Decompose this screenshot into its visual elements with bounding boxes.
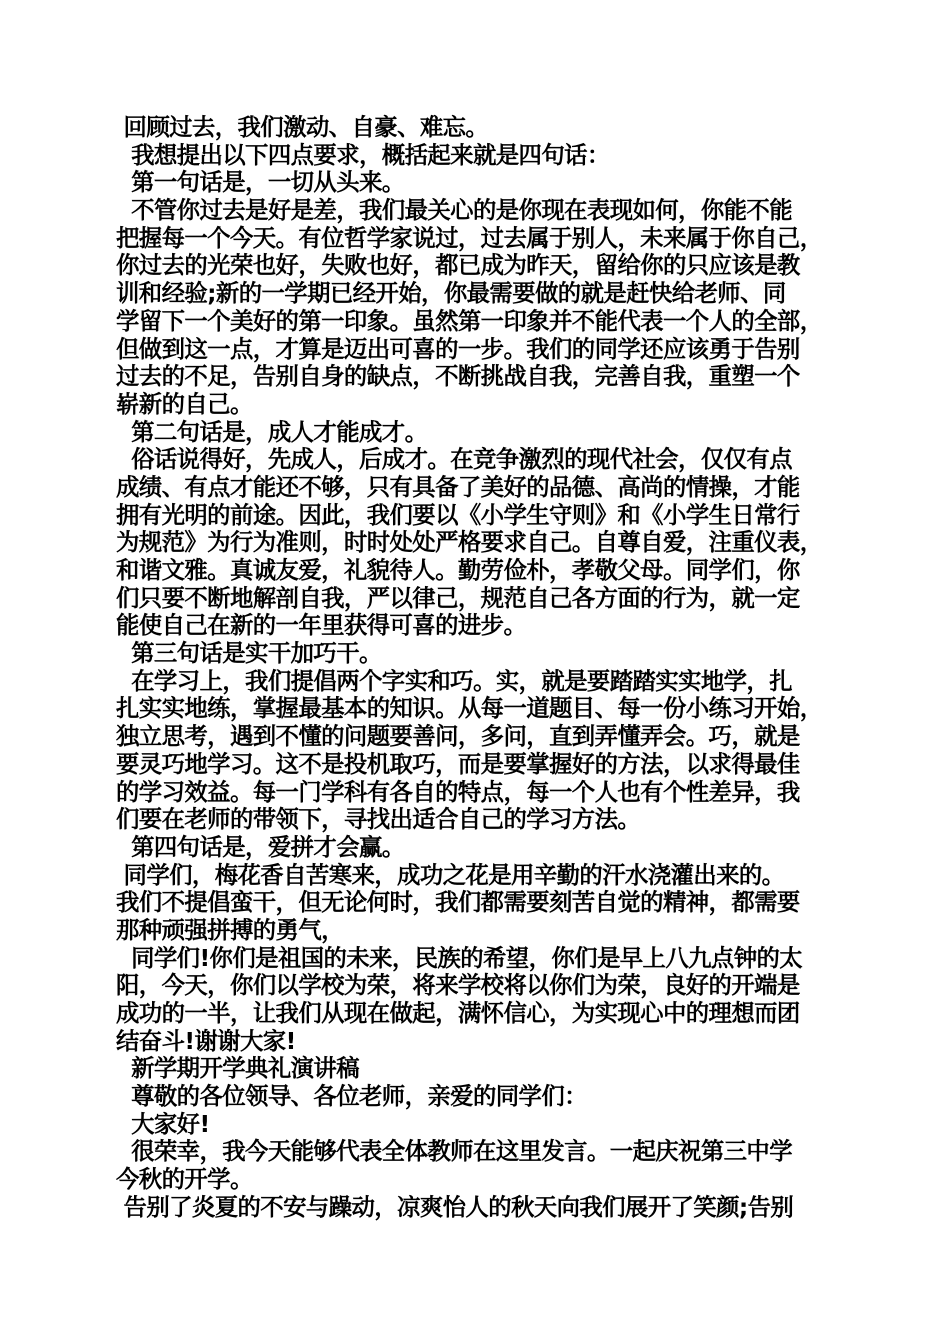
text-line: 扎实实地练，掌握最基本的知识。从每一道题目、每一份小练习开始，: [116, 694, 823, 723]
text-line: 那种顽强拼搏的勇气，: [116, 915, 344, 944]
text-line: 第一句话是，一切从头来。: [116, 168, 405, 197]
text-line: 能使自己在新的一年里获得可喜的进步。: [116, 611, 527, 640]
text-line: 你过去的光荣也好，失败也好，都已成为昨天，留给你的只应该是教: [116, 251, 800, 280]
text-line: 大家好!: [116, 1109, 210, 1138]
text-line: 第四句话是，爱拼才会赢。: [116, 832, 405, 861]
text-line: 成绩、有点才能还不够，只有具备了美好的品德、高尚的情操，才能: [116, 472, 800, 501]
text-line: 崭新的自己。: [116, 389, 253, 418]
text-line: 拥有光明的前途。因此，我们要以《小学生守则》和《小学生日常行: [116, 500, 800, 529]
text-line: 阳，今天，你们以学校为荣，将来学校将以你们为荣，良好的开端是: [116, 971, 800, 1000]
text-line: 新学期开学典礼演讲稿: [116, 1054, 359, 1083]
text-line: 学留下一个美好的第一印象。虽然第一印象并不能代表一个人的全部，: [116, 306, 823, 335]
text-line: 告别了炎夏的不安与躁动，凉爽怡人的秋天向我们展开了笑颜;告别: [116, 1192, 794, 1221]
text-line: 结奋斗!谢谢大家!: [116, 1026, 296, 1055]
text-line: 为规范》为行为准则，时时处处严格要求自己。自尊自爱，注重仪表，: [116, 528, 823, 557]
text-line: 同学们!你们是祖国的未来，民族的希望，你们是早上八九点钟的太: [116, 943, 803, 972]
text-line: 不管你过去是好是差，我们最关心的是你现在表现如何，你能不能: [116, 196, 793, 225]
text-line: 回顾过去，我们激动、自豪、难忘。: [116, 113, 489, 141]
text-line: 很荣幸，我今天能够代表全体教师在这里发言。一起庆祝第三中学: [116, 1137, 793, 1166]
text-line: 独立思考，遇到不懂的问题要善问，多问，直到弄懂弄会。巧，就是: [116, 722, 800, 751]
text-line: 把握每一个今天。有位哲学家说过，过去属于别人，未来属于你自己，: [116, 223, 823, 252]
text-line: 过去的不足，告别自身的缺点，不断挑战自我，完善自我，重塑一个: [116, 362, 800, 391]
text-line: 我想提出以下四点要求，概括起来就是四句话：: [116, 140, 610, 169]
text-line: 俗话说得好，先成人，后成才。在竞争激烈的现代社会，仅仅有点: [116, 445, 793, 474]
text-line: 的学习效益。每一门学科有各自的特点，每一个人也有个性差异，我: [116, 777, 800, 806]
text-line: 要灵巧地学习。这不是投机取巧，而是要掌握好的方法，以求得最佳: [116, 749, 800, 778]
text-line: 第三句话是实干加巧干。: [116, 639, 382, 668]
text-line: 在学习上，我们提倡两个字实和巧。实，就是要踏踏实实地学，扎: [116, 666, 793, 695]
document-body: [116, 114, 846, 1222]
text-line: 训和经验;新的一学期已经开始，你最需要做的就是赶快给老师、同: [116, 279, 786, 308]
text-line: 我们不提倡蛮干，但无论何时，我们都需要刻苦自觉的精神，都需要: [116, 888, 800, 917]
text-line: 成功的一半，让我们从现在做起，满怀信心，为实现心中的理想而团: [116, 999, 800, 1027]
text-line: 和谐文雅。真诚友爱，礼貌待人。勤劳俭朴，孝敬父母。同学们，你: [116, 556, 800, 584]
text-line: 但做到这一点，才算是迈出可喜的一步。我们的同学还应该勇于告别: [116, 334, 800, 363]
text-line: 今秋的开学。: [116, 1165, 253, 1194]
text-line: 第二句话是，成人才能成才。: [116, 417, 428, 446]
text-line: 同学们，梅花香自苦寒来，成功之花是用辛勤的汗水浇灌出来的。: [116, 860, 785, 889]
text-line: 们要在老师的带领下，寻找出适合自己的学习方法。: [116, 805, 641, 834]
text-line: 们只要不断地解剖自我，严以律己，规范自己各方面的行为，就一定: [116, 583, 800, 612]
text-line: 尊敬的各位领导、各位老师，亲爱的同学们：: [116, 1082, 587, 1111]
